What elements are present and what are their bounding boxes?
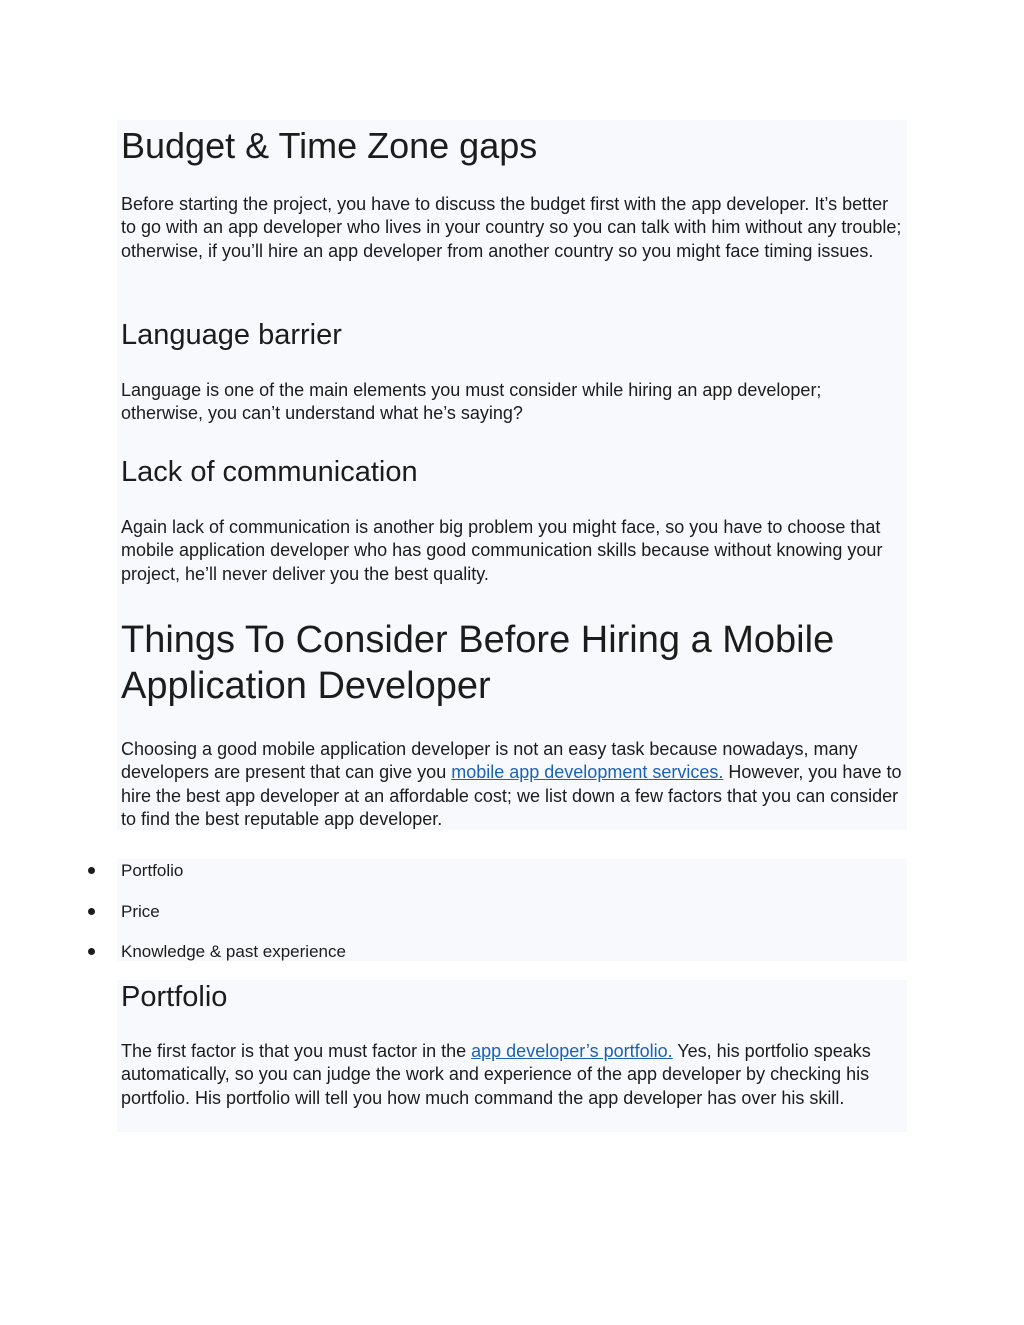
portfolio-heading: Portfolio <box>121 981 228 1013</box>
portfolio-text-after-link: Yes, his portfolio speaks automatically, so you can judge the work and experience of the app developer by checking his portfolio. His portfolio will tell you how much command the app developer has over his skill. <box>121 1041 871 1108</box>
bullet-icon <box>88 948 95 955</box>
mobile-app-development-services-link[interactable]: mobile app development services. <box>451 762 724 783</box>
list-item <box>0 941 1024 963</box>
things-to-consider-paragraph <box>121 738 906 831</box>
communication-paragraph: Again lack of communication is another big problem you might face, so you have to choose that mobile application developer who has good communication skills because without knowing your project, he’ll never deliver you the best quality. <box>121 517 883 584</box>
list-item-label: Portfolio <box>121 861 184 880</box>
list-item <box>0 901 1024 923</box>
list-item-label: Knowledge & past experience <box>121 942 346 961</box>
things-to-consider-heading: Things To Consider Before Hiring a Mobile Application Developer <box>121 619 835 707</box>
things-text-after-link: However, you have to hire the best app developer at an affordable cost; we list down a few factors that you can consider to find the best reputable app developer. <box>121 762 902 829</box>
list-item <box>0 860 1024 882</box>
portfolio-text-before-link: The first factor is that you must factor in the <box>121 1041 472 1061</box>
budget-heading: Budget & Time Zone gaps <box>121 125 538 166</box>
app-developer-portfolio-link[interactable]: app developer’s portfolio. <box>471 1041 673 1061</box>
things-text-before-link: Choosing a good mobile application developer is not an easy task because nowadays, many developers are present that can give you <box>121 739 858 783</box>
budget-paragraph: Before starting the project, you have to discuss the budget first with the app developer. It’s better to go with an app developer who lives in your country so you can talk with him without any trouble; otherwise, if you’ll hire an app developer from another country so you might face timing issues. <box>121 194 902 261</box>
language-heading: Language barrier <box>121 319 342 351</box>
bullet-icon <box>88 908 95 915</box>
communication-heading: Lack of communication <box>121 456 418 488</box>
bullet-icon <box>88 867 95 874</box>
portfolio-paragraph <box>121 1040 906 1110</box>
language-paragraph: Language is one of the main elements you must consider while hiring an app developer; otherwise, you can’t understand what he’s saying? <box>121 380 822 424</box>
list-item-label: Price <box>121 902 160 921</box>
